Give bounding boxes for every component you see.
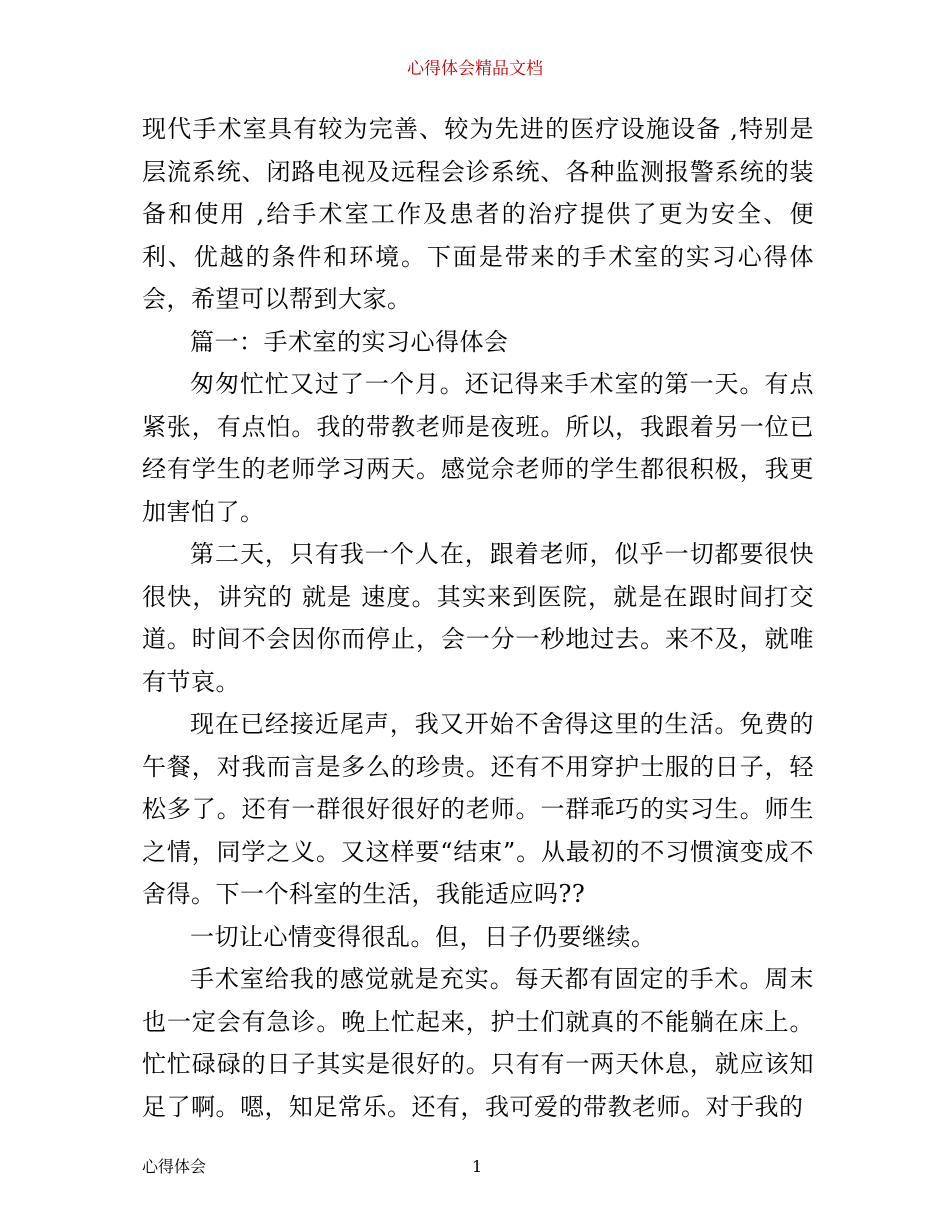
page-header: 心得体会精品文档 (407, 59, 543, 79)
footer-label: 心得体会 (142, 1157, 207, 1176)
section-heading: 篇一：手术室的实习心得体会 (190, 327, 509, 356)
body-paragraph: 一切让心情变得很乱。但，日子仍要继续。 (190, 922, 656, 951)
body-paragraph: 第二天，只有我一个人在，跟着老师，似乎一切都要很快很快，讲究的 就是 速度。其实来到医院，就是在跟时间打交道。时间不会因你而停止，会一分一秒地过去。来不及，就唯有节哀。 (142, 540, 814, 696)
body-paragraph: 现在已经接近尾声，我又开始不舍得这里的生活。免费的午餐，对我而言是多么的珍贵。还有不用穿护士服的日子，轻松多了。还有一群很好很好的老师。一群乖巧的实习生。师生之情，同学之义。又这样要“结束”。从最初的不习惯演变成不舍得。下一个科室的生活，我能适应吗?? (142, 710, 814, 908)
page-number: 1 (472, 1157, 483, 1176)
document-body (142, 108, 814, 1128)
page-footer (142, 1156, 814, 1178)
intro-paragraph: 现代手术室具有较为完善、较为先进的医疗设施设备 ,特别是层流系统、闭路电视及远程会诊系统、各种监测报警系统的装备和使用 ,给手术室工作及患者的治疗提供了更为安全、便利、优越的条件和环境。下面是带来的手术室的实习心得体会，希望可以帮到大家。 (142, 115, 814, 313)
body-paragraph: 手术室给我的感觉就是充实。每天都有固定的手术。周末也一定会有急诊。晚上忙起来，护士们就真的不能躺在床上。忙忙碌碌的日子其实是很好的。只有有一两天休息，就应该知足了啊。嗯，知足常乐。还有，我可爱的带教老师。对于我的 (142, 965, 814, 1121)
body-paragraph: 匆匆忙忙又过了一个月。还记得来手术室的第一天。有点紧张，有点怕。我的带教老师是夜班。所以，我跟着另一位已经有学生的老师学习两天。感觉佘老师的学生都很积极，我更加害怕了。 (142, 370, 814, 526)
